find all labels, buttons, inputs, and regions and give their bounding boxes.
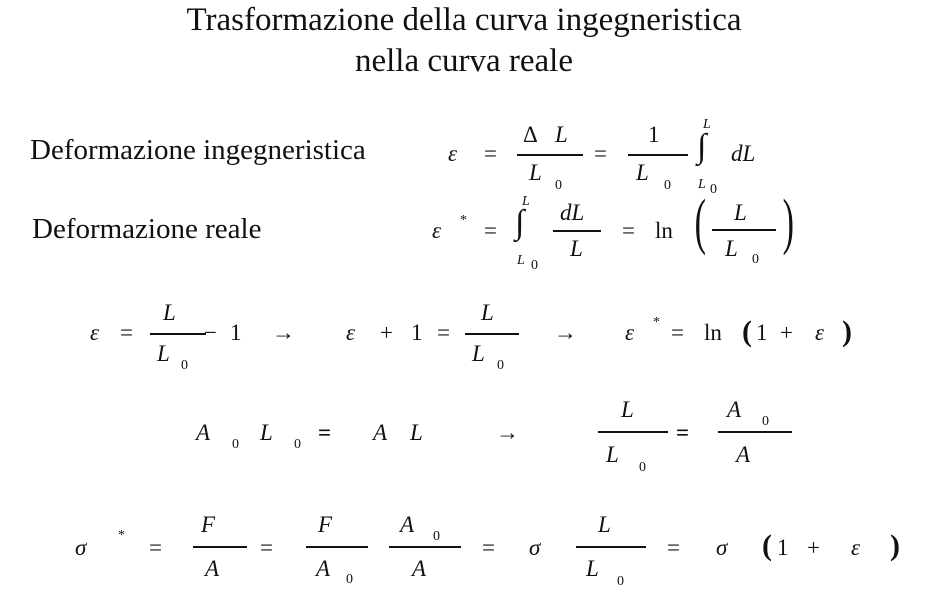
L-symbol: L bbox=[734, 200, 747, 225]
star-superscript: * bbox=[118, 528, 125, 543]
L-symbol: L bbox=[725, 236, 738, 261]
lower-limit-L: L bbox=[698, 177, 706, 192]
A-symbol: A bbox=[373, 420, 388, 445]
L-symbol: L bbox=[636, 160, 649, 185]
star-superscript: * bbox=[460, 213, 467, 228]
arrow-right: → bbox=[554, 320, 577, 345]
equals-sign: = bbox=[482, 535, 495, 560]
subscript-zero: 0 bbox=[531, 258, 538, 273]
upper-limit-L: L bbox=[703, 117, 711, 132]
upper-limit-L: L bbox=[522, 194, 530, 209]
A-symbol: A bbox=[400, 512, 415, 537]
subscript-zero: 0 bbox=[232, 437, 239, 452]
fraction-bar bbox=[576, 546, 646, 548]
fraction-bar bbox=[150, 333, 206, 335]
right-parenthesis: ) bbox=[890, 529, 900, 562]
equals-sign: = bbox=[594, 141, 607, 166]
L-symbol: L bbox=[598, 512, 611, 537]
fraction-bar bbox=[389, 546, 461, 548]
subscript-zero: 0 bbox=[617, 574, 624, 589]
A-symbol: A bbox=[316, 556, 331, 581]
subscript-zero: 0 bbox=[346, 572, 353, 587]
equals-sign: = bbox=[671, 320, 684, 345]
dL-symbol: dL bbox=[731, 141, 756, 166]
fraction-bar bbox=[465, 333, 519, 335]
slide-title-line1: Trasformazione della curva ingegneristica bbox=[186, 2, 742, 38]
fraction-bar bbox=[718, 431, 792, 433]
slide-title-line2: nella curva reale bbox=[354, 43, 573, 79]
ln-function: ln bbox=[704, 320, 722, 345]
sigma-symbol: σ bbox=[716, 535, 728, 560]
subscript-zero: 0 bbox=[497, 358, 504, 373]
eps-symbol: ε bbox=[851, 535, 861, 560]
subscript-zero: 0 bbox=[181, 358, 188, 373]
subscript-zero: 0 bbox=[762, 414, 769, 429]
fraction-bar bbox=[306, 546, 368, 548]
equals-sign: = bbox=[676, 420, 690, 445]
eps-symbol: ε bbox=[346, 320, 356, 345]
eps-symbol: ε bbox=[432, 218, 442, 243]
subscript-zero: 0 bbox=[555, 178, 562, 193]
equals-sign: = bbox=[120, 320, 133, 345]
L-symbol: L bbox=[586, 556, 599, 581]
eps-symbol: ε bbox=[448, 141, 458, 166]
A-symbol: A bbox=[196, 420, 211, 445]
left-parenthesis: ( bbox=[762, 529, 772, 562]
label-true-strain: Deformazione reale bbox=[32, 213, 262, 245]
subscript-zero: 0 bbox=[294, 437, 301, 452]
fraction-bar bbox=[598, 431, 668, 433]
L-symbol: L bbox=[606, 442, 619, 467]
equals-sign: = bbox=[149, 535, 162, 560]
equals-sign: = bbox=[622, 218, 635, 243]
fraction-bar bbox=[193, 546, 247, 548]
numeral-one: 1 bbox=[411, 320, 423, 345]
equals-sign: = bbox=[260, 535, 273, 560]
A-symbol: A bbox=[727, 397, 742, 422]
sigma-symbol: σ bbox=[529, 535, 541, 560]
L-symbol: L bbox=[472, 341, 485, 366]
subscript-zero: 0 bbox=[433, 529, 440, 544]
plus-sign: + bbox=[380, 320, 393, 345]
lower-limit-L: L bbox=[517, 253, 525, 268]
L-symbol: L bbox=[481, 300, 494, 325]
fraction-bar bbox=[712, 229, 776, 231]
fraction-bar bbox=[517, 154, 583, 156]
arrow-right: → bbox=[272, 320, 295, 345]
dL-symbol: dL bbox=[560, 200, 585, 225]
minus-sign: − bbox=[204, 320, 217, 345]
plus-sign: + bbox=[807, 535, 820, 560]
left-parenthesis: ( bbox=[694, 188, 707, 256]
equals-sign: = bbox=[484, 218, 497, 243]
equals-sign: = bbox=[667, 535, 680, 560]
delta-symbol: Δ bbox=[523, 122, 538, 147]
F-symbol: F bbox=[201, 512, 216, 537]
A-symbol: A bbox=[205, 556, 220, 581]
numeral-one: 1 bbox=[777, 535, 789, 560]
subscript-zero: 0 bbox=[710, 182, 717, 197]
numeral-one: 1 bbox=[756, 320, 768, 345]
L-symbol: L bbox=[163, 300, 176, 325]
eps-symbol: ε bbox=[90, 320, 100, 345]
label-engineering-strain: Deformazione ingegneristica bbox=[30, 134, 366, 166]
integral-sign: ∫ bbox=[515, 204, 525, 241]
right-parenthesis: ) bbox=[782, 188, 795, 256]
left-parenthesis: ( bbox=[742, 315, 752, 348]
L-symbol: L bbox=[410, 420, 423, 445]
fraction-bar bbox=[553, 230, 601, 232]
sigma-symbol: σ bbox=[75, 535, 87, 560]
numeral-one: 1 bbox=[230, 320, 242, 345]
subscript-zero: 0 bbox=[752, 252, 759, 267]
F-symbol: F bbox=[318, 512, 333, 537]
equals-sign: = bbox=[484, 141, 497, 166]
fraction-bar bbox=[628, 154, 688, 156]
equals-sign: = bbox=[437, 320, 450, 345]
A-symbol: A bbox=[736, 442, 751, 467]
subscript-zero: 0 bbox=[664, 178, 671, 193]
eps-symbol: ε bbox=[625, 320, 635, 345]
A-symbol: A bbox=[412, 556, 427, 581]
L-symbol: L bbox=[260, 420, 273, 445]
arrow-right: → bbox=[496, 420, 519, 445]
L-symbol: L bbox=[555, 122, 568, 147]
right-parenthesis: ) bbox=[842, 315, 852, 348]
subscript-zero: 0 bbox=[639, 460, 646, 475]
L-symbol: L bbox=[621, 397, 634, 422]
numeral-one: 1 bbox=[648, 122, 660, 147]
eps-symbol: ε bbox=[815, 320, 825, 345]
plus-sign: + bbox=[780, 320, 793, 345]
equals-sign: = bbox=[318, 420, 332, 445]
L-symbol: L bbox=[570, 236, 583, 261]
star-superscript: * bbox=[653, 315, 660, 330]
ln-function: ln bbox=[655, 218, 673, 243]
L-symbol: L bbox=[529, 160, 542, 185]
L-symbol: L bbox=[157, 341, 170, 366]
integral-sign: ∫ bbox=[697, 128, 707, 165]
